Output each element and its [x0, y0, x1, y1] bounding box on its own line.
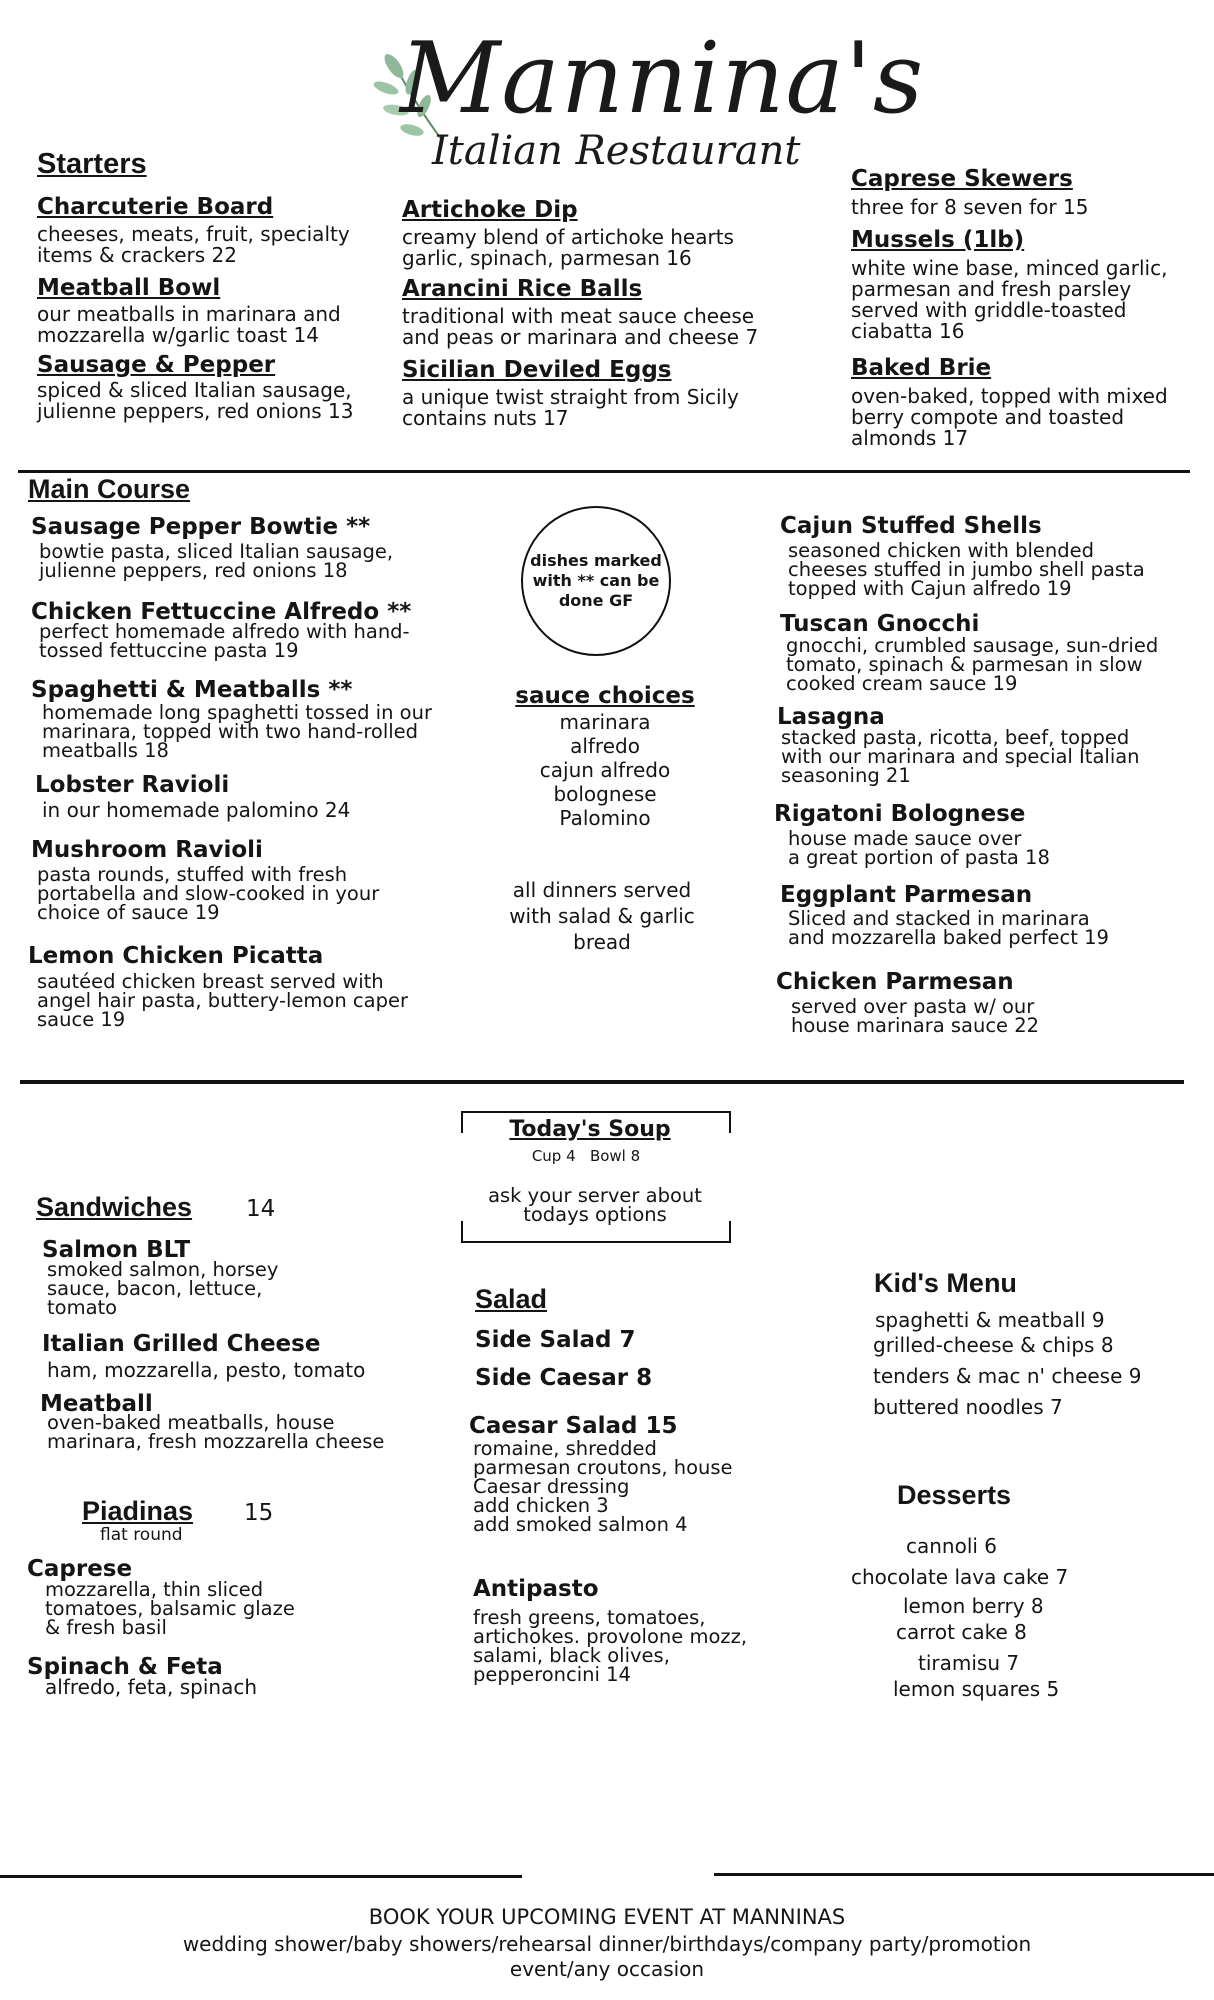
item-desc: homemade long spaghetti tossed in our marinara, topped with two hand-rolled meatballs 18	[42, 701, 432, 762]
item-name: Eggplant Parmesan	[780, 882, 1033, 908]
footer-divider-left	[0, 1875, 522, 1878]
sauce-item: Palomino	[559, 806, 651, 830]
side-caesar: Side Caesar 8	[475, 1365, 653, 1391]
item-desc: bowtie pasta, sliced Italian sausage, julienne peppers, red onions 18	[39, 540, 394, 582]
side-salad: Side Salad 7	[475, 1327, 636, 1353]
kids-item: grilled-cheese & chips 8	[873, 1333, 1114, 1357]
item-desc: spiced & sliced Italian sausage, julienne peppers, red onions 13	[37, 378, 354, 423]
item-desc: stacked pasta, ricotta, beef, topped with our marinara and special Italian seasoning 21	[781, 726, 1140, 787]
item-name: Caprese	[27, 1556, 133, 1582]
sauce-item: marinara	[559, 710, 651, 734]
gf-note: dishes marked with ** can be done GF	[530, 551, 662, 610]
item-desc: perfect homemade alfredo with hand- tossed fettuccine pasta 19	[39, 620, 410, 662]
sandwiches-heading: Sandwiches	[36, 1192, 193, 1222]
item-name: Lasagna	[777, 704, 885, 730]
item-desc: fresh greens, tomatoes, artichokes. provolone mozz, salami, black olives, pepperoncini 14	[473, 1606, 748, 1686]
dessert-item: carrot cake 8	[896, 1620, 1027, 1644]
sauce-item: alfredo	[570, 734, 640, 758]
item-name: Mushroom Ravioli	[31, 837, 263, 863]
item-name: Spinach & Feta	[27, 1654, 223, 1680]
item-desc: traditional with meat sauce cheese and peas or marinara and cheese 7	[402, 304, 759, 349]
item-desc: oven-baked, topped with mixed berry compote and toasted almonds 17	[851, 384, 1168, 450]
piadinas-price: 15	[244, 1500, 274, 1526]
item-desc: smoked salmon, horsey sauce, bacon, lettuce, tomato	[47, 1258, 279, 1319]
item-desc: our meatballs in marinara and mozzarella w/garlic toast 14	[37, 302, 341, 347]
item-desc: oven-baked meatballs, house marinara, fresh mozzarella cheese	[47, 1411, 385, 1453]
item-desc: white wine base, minced garlic, parmesan and fresh parsley served with griddle-toasted ciabatta 16	[851, 256, 1168, 343]
item-desc: creamy blend of artichoke hearts garlic, spinach, parmesan 16	[402, 225, 734, 270]
footer-occasions: wedding shower/baby showers/rehearsal dinner/birthdays/company party/promotion event/any occasion	[182, 1932, 1032, 1981]
item-name: Meatball Bowl	[37, 275, 221, 301]
item-name: Chicken Parmesan	[776, 969, 1014, 995]
dessert-item: lemon berry 8	[903, 1594, 1044, 1618]
brand-logo: Mannina's	[400, 22, 925, 136]
kids-item: buttered noodles 7	[873, 1395, 1063, 1419]
item-name: Artichoke Dip	[402, 197, 578, 223]
item-desc: three for 8 seven for 15	[851, 195, 1089, 219]
item-name: Caesar Salad 15	[469, 1413, 678, 1439]
kids-menu-heading: Kid's Menu	[874, 1268, 1017, 1298]
kids-item: spaghetti & meatball 9	[875, 1308, 1105, 1332]
item-name: Lemon Chicken Picatta	[28, 943, 324, 969]
divider-2	[20, 1080, 1184, 1084]
item-name: Salmon BLT	[42, 1237, 191, 1263]
soup-heading: Today's Soup	[509, 1117, 671, 1142]
main-course-heading: Main Course	[28, 474, 191, 504]
soup-note: ask your server about todays options	[488, 1184, 702, 1226]
footer-divider-right	[714, 1873, 1214, 1876]
item-name: Charcuterie Board	[37, 194, 274, 220]
item-name: Cajun Stuffed Shells	[780, 513, 1042, 539]
item-name: Baked Brie	[851, 355, 992, 381]
item-desc: ham, mozzarella, pesto, tomato	[47, 1358, 366, 1382]
item-desc: served over pasta w/ our house marinara sauce 22	[791, 995, 1040, 1037]
item-desc: house made sauce over a great portion of pasta 18	[788, 827, 1050, 869]
item-name: Meatball	[40, 1391, 153, 1417]
salad-heading: Salad	[475, 1284, 548, 1314]
item-name: Sausage Pepper Bowtie **	[31, 514, 371, 540]
footer-headline: BOOK YOUR UPCOMING EVENT AT MANNINAS	[368, 1905, 846, 1929]
item-name: Caprese Skewers	[851, 166, 1073, 192]
kids-item: tenders & mac n' cheese 9	[873, 1364, 1142, 1388]
item-name: Sicilian Deviled Eggs	[402, 357, 672, 383]
item-desc: cheeses, meats, fruit, specialty items & crackers 22	[37, 222, 350, 267]
item-name: Spaghetti & Meatballs **	[31, 677, 353, 703]
item-desc: mozzarella, thin sliced tomatoes, balsamic glaze & fresh basil	[45, 1578, 295, 1639]
item-desc: romaine, shredded parmesan croutons, house Caesar dressing add chicken 3 add smoked salmon 4	[473, 1437, 733, 1536]
item-desc: seasoned chicken with blended cheeses stuffed in jumbo shell pasta topped with Cajun alfredo 19	[788, 539, 1145, 600]
dessert-item: cannoli 6	[906, 1534, 998, 1558]
piadinas-sub: flat round	[100, 1525, 183, 1545]
item-desc: in our homemade palomino 24	[42, 798, 351, 822]
dinner-note: all dinners served with salad & garlic bread	[509, 878, 695, 954]
brand-subtitle: Italian Restaurant	[432, 128, 801, 174]
item-desc: alfredo, feta, spinach	[45, 1675, 258, 1699]
item-desc: gnocchi, crumbled sausage, sun-dried tomato, spinach & parmesan in slow cooked cream sauce 19	[786, 634, 1159, 695]
desserts-heading: Desserts	[897, 1480, 1012, 1510]
sauce-choices-heading: sauce choices	[515, 683, 695, 709]
sauce-choices	[470, 682, 740, 830]
item-desc: sautéed chicken breast served with angel hair pasta, buttery-lemon caper sauce 19	[37, 970, 408, 1031]
item-name: Rigatoni Bolognese	[774, 801, 1026, 827]
item-desc: pasta rounds, stuffed with fresh portabella and slow-cooked in your choice of sauce 19	[37, 863, 380, 924]
item-desc: a unique twist straight from Sicily contains nuts 17	[402, 385, 739, 430]
item-name: Tuscan Gnocchi	[780, 611, 980, 637]
gf-note-circle	[521, 506, 671, 656]
item-desc: Sliced and stacked in marinara and mozzarella baked perfect 19	[788, 907, 1109, 949]
item-name: Arancini Rice Balls	[402, 276, 643, 302]
piadinas-heading: Piadinas	[82, 1496, 194, 1526]
item-name: Italian Grilled Cheese	[42, 1331, 321, 1357]
dessert-item: tiramisu 7	[918, 1651, 1020, 1675]
item-name: Sausage & Pepper	[37, 352, 276, 378]
sauce-item: bolognese	[553, 782, 657, 806]
sandwiches-price: 14	[246, 1196, 276, 1222]
divider-1	[18, 470, 1190, 473]
dessert-item: lemon squares 5	[893, 1677, 1060, 1701]
item-name: Chicken Fettuccine Alfredo **	[31, 599, 412, 625]
item-name: Mussels (1lb)	[851, 227, 1025, 253]
sauce-item: cajun alfredo	[539, 758, 671, 782]
dessert-item: chocolate lava cake 7	[851, 1565, 1069, 1589]
starters-heading: Starters	[37, 148, 147, 180]
soup-prices: Cup 4 Bowl 8	[531, 1147, 641, 1165]
item-name: Lobster Ravioli	[35, 772, 230, 798]
item-name: Antipasto	[473, 1576, 599, 1602]
